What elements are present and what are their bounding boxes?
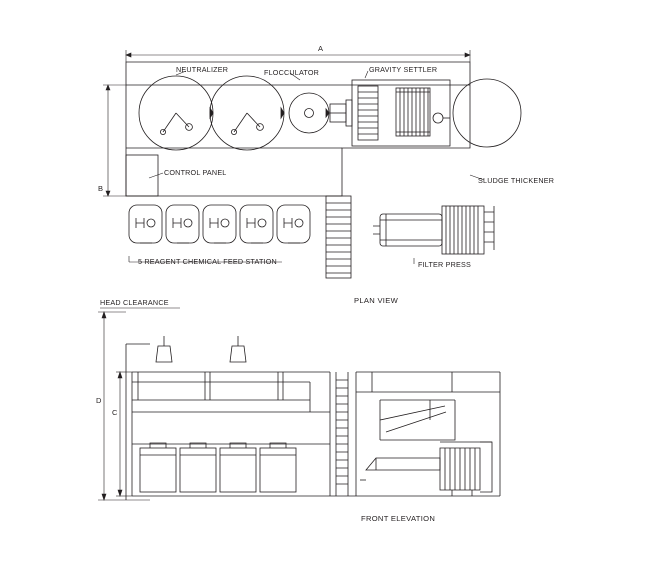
dimension-label-b: B <box>98 184 104 193</box>
dimension-a <box>126 50 470 62</box>
callout-gravity-settler: GRAVITY SETTLER <box>369 65 438 74</box>
neutralizer-tanks <box>139 76 284 150</box>
filter-press-plan <box>373 206 494 254</box>
flocculator-tank <box>289 93 329 133</box>
callout-flocculator: FLOCCULATOR <box>264 68 320 77</box>
callout-sludge-thickener: SLUDGE THICKENER <box>478 176 555 185</box>
elevation-feed-tanks <box>132 443 330 492</box>
gravity-settler-plan <box>352 80 450 146</box>
dimension-b <box>103 85 126 196</box>
callout-control-panel: CONTROL PANEL <box>164 168 227 177</box>
stair-plan <box>326 196 351 278</box>
callout-head-clearance: HEAD CLEARANCE <box>100 298 169 307</box>
chemical-feed-station-plan <box>129 205 310 243</box>
elevation-platform <box>126 344 500 500</box>
control-panel-plan <box>126 155 158 196</box>
stair-elevation <box>336 372 348 496</box>
dimension-label-d: D <box>96 396 102 405</box>
view-title-elevation: FRONT ELEVATION <box>361 514 436 523</box>
dimension-d <box>98 312 150 500</box>
elevation-right-structure <box>356 372 500 496</box>
callout-filter-press: FILTER PRESS <box>418 260 471 269</box>
dimension-label-c: C <box>112 408 118 417</box>
elevation-mixers <box>156 336 246 362</box>
dimension-c <box>116 372 132 496</box>
view-title-plan: PLAN VIEW <box>354 296 399 305</box>
callout-neutralizer: NEUTRALIZER <box>176 65 229 74</box>
dimension-label-a: A <box>318 44 324 53</box>
plan-connector-channel <box>330 100 352 126</box>
callout-feed-station: 5 REAGENT CHEMICAL FEED STATION <box>138 257 277 266</box>
sludge-thickener-plan <box>453 79 521 147</box>
